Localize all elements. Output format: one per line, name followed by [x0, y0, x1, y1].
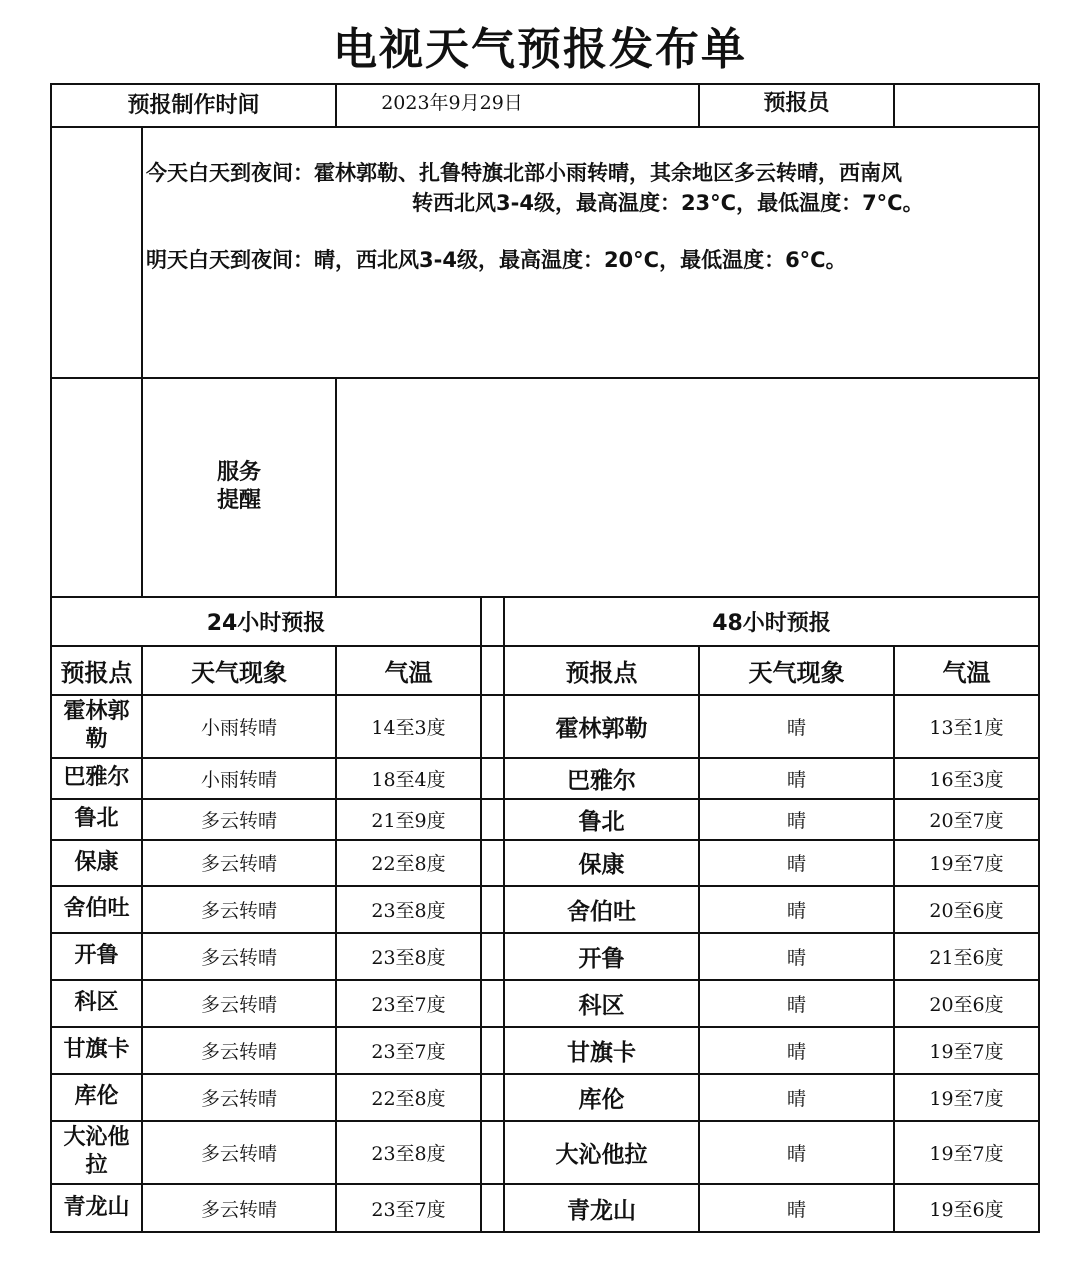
weather-48h: 晴 [786, 1198, 806, 1221]
col-header-weather-24: 天气现象 [191, 658, 287, 687]
temp-48h: 20至7度 [929, 809, 1004, 832]
weather-24h: 多云转晴 [200, 993, 277, 1016]
station-48h: 保康 [578, 852, 625, 878]
weather-48h: 晴 [786, 809, 806, 832]
service-reminder-label-line2: 提醒 [216, 488, 261, 513]
weather-48h: 晴 [786, 899, 806, 922]
forecaster-label: 预报员 [763, 90, 830, 116]
station-48h: 科区 [578, 992, 625, 1019]
weather-24h: 小雨转晴 [200, 768, 277, 791]
forecast-time-label: 预报制作时间 [127, 92, 260, 118]
weather-24h: 多云转晴 [200, 1198, 277, 1221]
temp-48h: 19至7度 [929, 1142, 1004, 1165]
weather-48h: 晴 [786, 853, 806, 875]
col-header-weather-48: 天气现象 [748, 658, 845, 687]
weather-24h: 多云转晴 [200, 1087, 277, 1110]
col-header-temp-24: 气温 [384, 658, 433, 687]
station-24h: 科区 [74, 990, 119, 1015]
station-24h: 保康 [74, 849, 119, 875]
divider [141, 127, 143, 597]
station-48h: 库伦 [578, 1086, 625, 1113]
service-reminder-content [337, 379, 1038, 595]
forecast-time-value: 2023年9月29日 [381, 91, 523, 114]
service-reminder-label [143, 455, 335, 519]
weather-48h: 晴 [786, 993, 806, 1016]
weather-24h: 多云转晴 [200, 946, 277, 969]
temp-24h: 22至8度 [371, 853, 446, 875]
weather-48h: 晴 [786, 716, 806, 739]
temp-24h: 22至8度 [371, 1087, 446, 1110]
station-24h: 库伦 [74, 1084, 119, 1109]
temp-48h: 20至6度 [929, 899, 1004, 922]
weather-48h: 晴 [786, 946, 806, 969]
station-24h: 青龙山 [63, 1195, 130, 1220]
temp-48h: 16至3度 [929, 768, 1004, 791]
divider [50, 126, 1040, 128]
section-24h-title: 24小时预报 [206, 610, 326, 636]
weather-24h: 多云转晴 [200, 809, 277, 832]
temp-24h: 18至4度 [371, 768, 446, 791]
temp-48h: 19至6度 [929, 1198, 1004, 1221]
temp-24h: 14至3度 [371, 716, 446, 739]
station-48h: 甘旗卡 [567, 1039, 636, 1066]
col-header-temp-48: 气温 [942, 658, 991, 687]
weather-48h: 晴 [786, 1087, 806, 1110]
temp-48h: 19至7度 [929, 853, 1004, 875]
station-24h: 霍林郭 勒 [63, 699, 130, 752]
temp-24h: 23至7度 [371, 1198, 446, 1221]
today-forecast-line2: 转西北风3-4级，最高温度：23°C，最低温度：7°C。 [412, 191, 924, 215]
tomorrow-forecast: 明天白天到夜间：晴，西北风3-4级，最高温度：20°C，最低温度：6°C。 [146, 248, 847, 272]
col-header-station-48: 预报点 [565, 658, 638, 687]
temp-48h: 19至7度 [929, 1087, 1004, 1110]
station-48h: 鲁北 [578, 808, 625, 835]
temp-24h: 23至7度 [371, 993, 446, 1016]
temp-24h: 21至9度 [371, 809, 446, 832]
today-forecast-line1: 今天白天到夜间：霍林郭勒、扎鲁特旗北部小雨转晴，其余地区多云转晴，西南风 [146, 161, 902, 185]
station-24h: 鲁北 [74, 806, 119, 831]
station-24h: 甘旗卡 [63, 1037, 130, 1062]
weather-24h: 小雨转晴 [200, 716, 277, 739]
station-48h: 开鲁 [578, 945, 625, 972]
temp-24h: 23至8度 [371, 1142, 446, 1165]
station-48h: 霍林郭勒 [555, 715, 648, 742]
station-48h: 青龙山 [567, 1197, 636, 1224]
document-title: 电视天气预报发布单 [333, 24, 747, 75]
station-24h: 开鲁 [74, 943, 119, 968]
station-24h: 大沁他 拉 [63, 1125, 130, 1178]
forecaster-value [895, 85, 1038, 125]
station-24h: 巴雅尔 [63, 765, 130, 790]
section-48h-title: 48小时预报 [712, 610, 831, 636]
temp-48h: 19至7度 [929, 1040, 1004, 1063]
weather-24h: 多云转晴 [200, 1040, 277, 1063]
temp-48h: 21至6度 [929, 946, 1004, 969]
temp-24h: 23至8度 [371, 946, 446, 969]
temp-48h: 20至6度 [929, 993, 1004, 1016]
station-48h: 巴雅尔 [567, 767, 636, 794]
divider [480, 597, 482, 1233]
station-48h: 舍伯吐 [567, 898, 636, 925]
station-48h: 大沁他拉 [555, 1141, 648, 1168]
temp-48h: 13至1度 [929, 716, 1004, 739]
col-header-station-24: 预报点 [60, 658, 133, 687]
weather-24h: 多云转晴 [200, 1142, 277, 1165]
weather-24h: 多云转晴 [200, 853, 277, 875]
weather-48h: 晴 [786, 1142, 806, 1165]
temp-24h: 23至7度 [371, 1040, 446, 1063]
weather-48h: 晴 [786, 1040, 806, 1063]
temp-24h: 23至8度 [371, 899, 446, 922]
station-24h: 舍伯吐 [63, 896, 130, 921]
weather-24h: 多云转晴 [200, 899, 277, 922]
weather-48h: 晴 [786, 768, 806, 791]
service-reminder-label-line1: 服务 [216, 460, 261, 485]
